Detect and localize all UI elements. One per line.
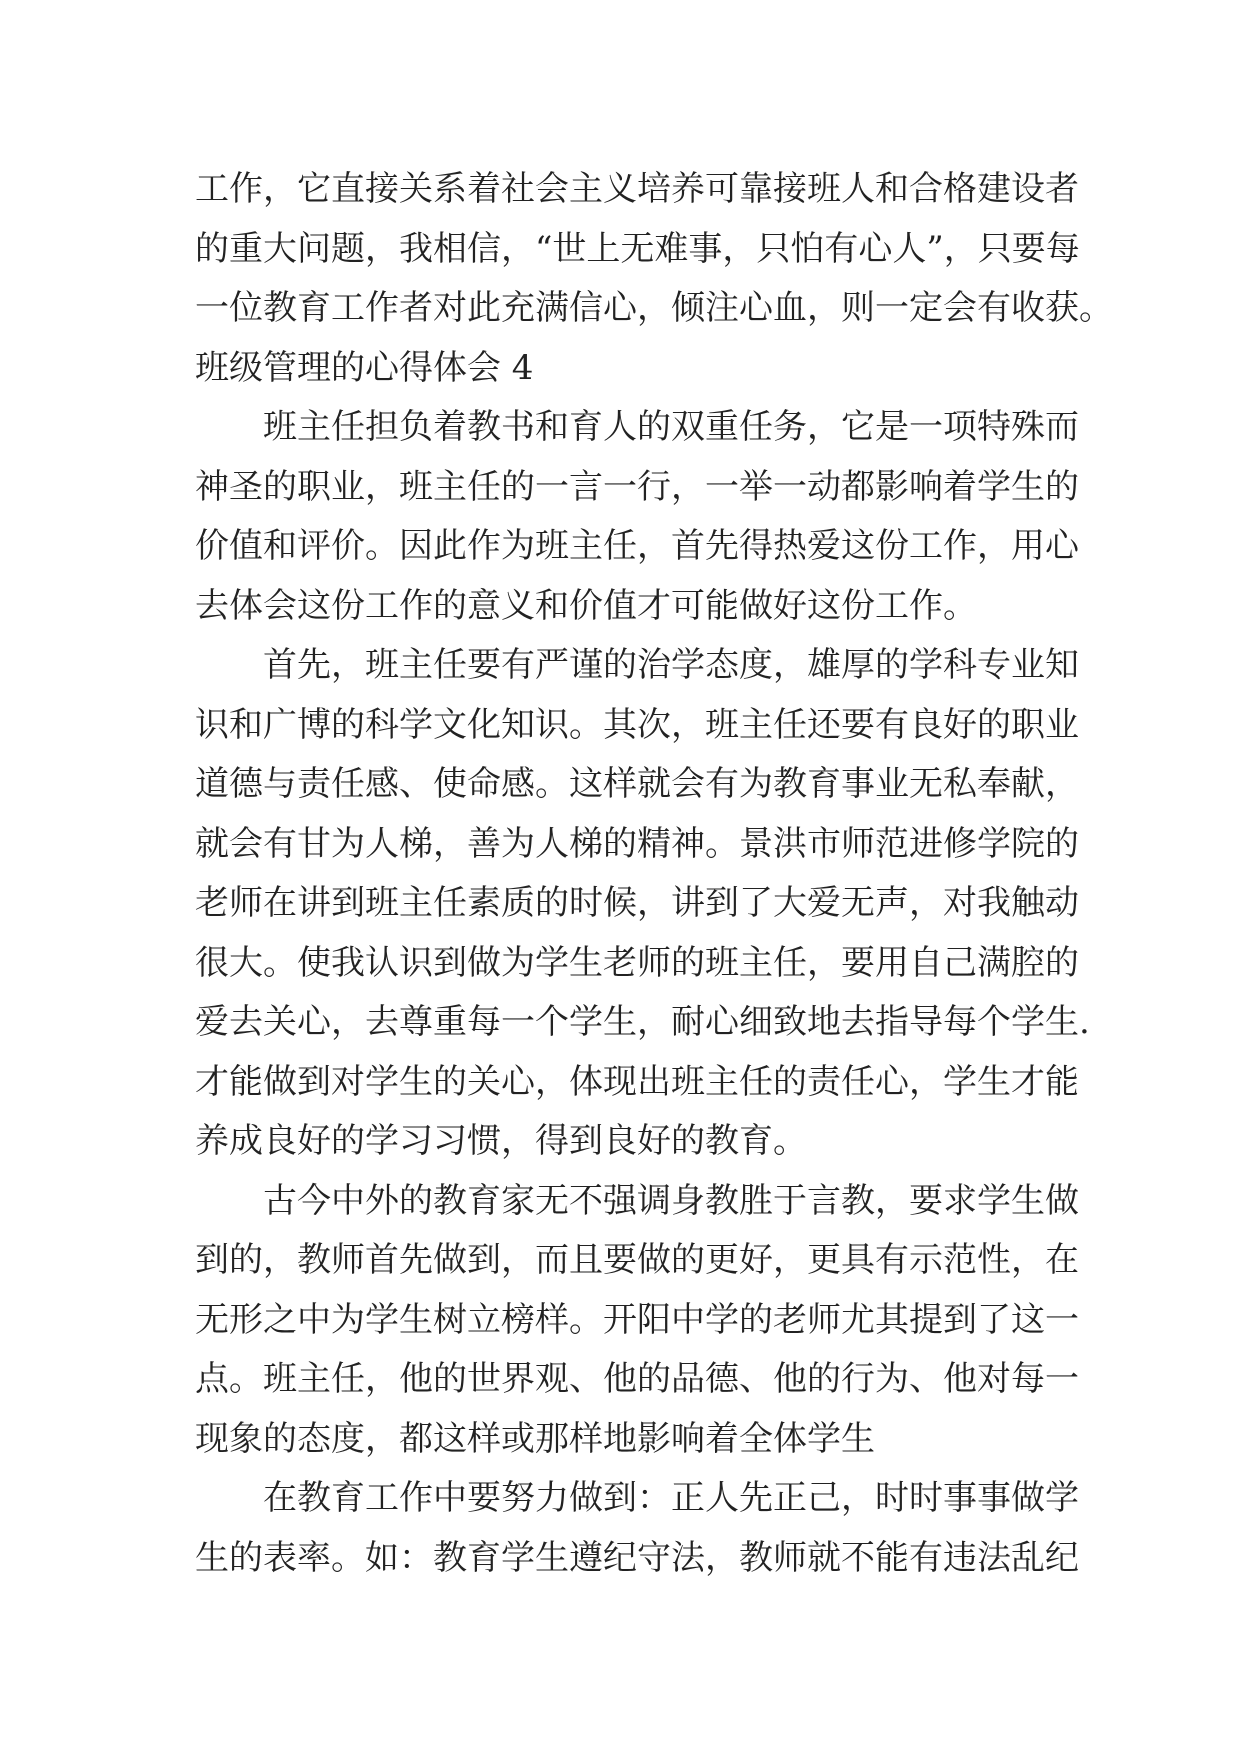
paragraph-first-line: 在教育工作中要努力做到：正人先正己，时时事事做学 [263, 1478, 1079, 1518]
text-line: 无形之中为学生树立榜样。开阳中学的老师尤其提到了这一 [195, 1299, 1079, 1340]
paragraph-first-line: 班主任担负着教书和育人的双重任务，它是一项特殊而 [263, 407, 1079, 447]
text-line: 去体会这份工作的意义和价值才可能做好这份工作。 [195, 585, 977, 626]
text-line: 点。班主任，他的世界观、他的品德、他的行为、他对每一 [195, 1359, 1079, 1399]
text-line: 到的，教师首先做到，而且要做的更好，更具有示范性，在 [195, 1240, 1079, 1280]
text-line: 养成良好的学习习惯，得到良好的教育。 [195, 1121, 807, 1161]
text-line: 识和广博的科学文化知识。其次，班主任还要有良好的职业 [195, 704, 1079, 745]
text-line: 神圣的职业，班主任的一言一行，一举一动都影响着学生的 [195, 466, 1079, 507]
section-heading: 班级管理的心得体会 4 [195, 347, 534, 388]
text-line: 老师在讲到班主任素质的时候，讲到了大爱无声，对我触动 [195, 883, 1079, 923]
text-line: 就会有甘为人梯，善为人梯的精神。景洪市师范进修学院的 [195, 823, 1079, 864]
text-line: 很大。使我认识到做为学生老师的班主任，要用自己满腔的 [195, 942, 1079, 983]
text-line: 一位教育工作者对此充满信心，倾注心血，则一定会有收获。 [195, 288, 1113, 328]
text-line: 才能做到对学生的关心，体现出班主任的责任心，学生才能 [195, 1061, 1079, 1102]
document-body [195, 160, 1113, 1588]
text-line: 现象的态度，都这样或那样地影响着全体学生 [195, 1418, 875, 1459]
text-line: 的重大问题，我相信，“世上无难事，只怕有心人”，只要每 [195, 228, 1080, 269]
text-line: 爱去关心，去尊重每一个学生，耐心细致地去指导每个学生. [195, 1002, 1090, 1042]
text-line: 价值和评价。因此作为班主任，首先得热爱这份工作，用心 [195, 526, 1079, 566]
paragraph-first-line: 首先，班主任要有严谨的治学态度，雄厚的学科专业知 [263, 645, 1079, 685]
text-line: 工作，它直接关系着社会主义培养可靠接班人和合格建设者 [195, 169, 1079, 209]
paragraph-first-line: 古今中外的教育家无不强调身教胜于言教，要求学生做 [263, 1180, 1079, 1221]
text-line: 生的表率。如：教育学生遵纪守法，教师就不能有违法乱纪 [195, 1537, 1079, 1578]
text-line: 道德与责任感、使命感。这样就会有为教育事业无私奉献， [195, 764, 1079, 804]
